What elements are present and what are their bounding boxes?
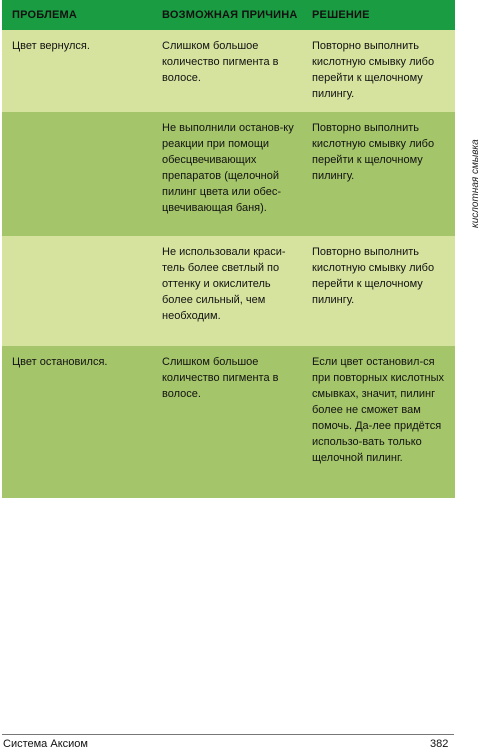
header-solution: РЕШЕНИЕ — [312, 9, 370, 21]
troubleshooting-table — [2, 0, 455, 498]
cell-cause: Слишком большое количество пигмента в волосе. — [162, 40, 279, 84]
cell-solution: Если цвет остановил-ся при повторных кислотных смывках, значит, пилинг более не сможет вам помочь. Да-лее придётся использо-вать только щелочной пилинг. — [312, 356, 445, 464]
table-row — [2, 30, 455, 112]
cell-problem — [2, 112, 152, 236]
cell-problem — [2, 236, 152, 346]
cell-cause: Не выполнили останов-ку реакции при помощи обесцвечивающих препаратов (щелочной пилинг цвета или обес-цвечивающая баня). — [162, 122, 294, 214]
side-section-label: кислотная смывка — [470, 139, 481, 228]
header-cause: ВОЗМОЖНАЯ ПРИЧИНА — [162, 9, 298, 21]
footer-divider — [2, 734, 454, 735]
table-header — [2, 0, 455, 30]
cell-problem: Цвет вернулся. — [12, 40, 90, 52]
header-problem: ПРОБЛЕМА — [12, 9, 78, 21]
footer-book-title: Система Аксиом — [3, 738, 88, 750]
cell-cause: Не использовали краси-тель более светлый по оттенку и окислитель более сильный, чем необходим. — [162, 246, 286, 322]
table-row — [2, 112, 455, 236]
cell-solution: Повторно выполнить кислотную смывку либо перейти к щелочному пилингу. — [312, 246, 435, 306]
cell-problem: Цвет остановился. — [12, 356, 108, 368]
cell-solution: Повторно выполнить кислотную смывку либо перейти к щелочному пилингу. — [312, 122, 435, 182]
cell-cause: Слишком большое количество пигмента в волосе. — [162, 356, 279, 400]
cell-solution: Повторно выполнить кислотную смывку либо перейти к щелочному пилингу. — [312, 40, 435, 100]
table-row — [2, 346, 455, 498]
footer-page-number: 382 — [430, 738, 449, 750]
table-row — [2, 236, 455, 346]
